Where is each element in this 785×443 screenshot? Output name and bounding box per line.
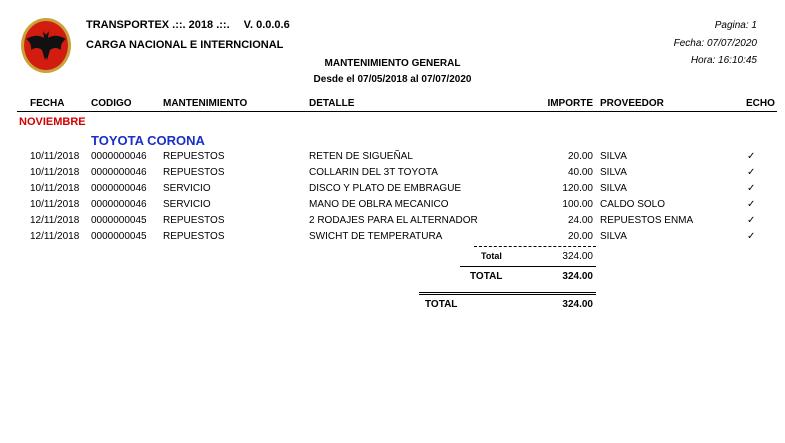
cell-fecha: 10/11/2018 (30, 183, 80, 194)
grand-total-value: 324.00 (562, 299, 593, 310)
month-total-label: TOTAL (470, 271, 503, 282)
col-importe: IMPORTE (547, 98, 593, 109)
cell-codigo: 0000000046 (91, 183, 147, 194)
col-codigo: CODIGO (91, 98, 132, 109)
group-total-divider (474, 246, 596, 248)
cell-mantenimiento: REPUESTOS (163, 167, 225, 178)
cell-proveedor: SILVA (600, 183, 627, 194)
cell-codigo: 0000000046 (91, 151, 147, 162)
check-icon: ✓ (747, 167, 756, 178)
cell-mantenimiento: REPUESTOS (163, 151, 225, 162)
month-header: NOVIEMBRE (19, 116, 86, 128)
group-total-value: 324.00 (562, 251, 593, 262)
check-icon: ✓ (747, 199, 756, 210)
report-date: Fecha: 07/07/2020 (673, 38, 757, 49)
report-time: Hora: 16:10:45 (690, 55, 757, 66)
grand-total-label: TOTAL (425, 299, 458, 310)
vehicle-group-header: TOYOTA CORONA (91, 133, 205, 148)
header-divider (17, 111, 777, 112)
cell-proveedor: SILVA (600, 151, 627, 162)
cell-detalle: MANO DE OBLRA MECANICO (309, 199, 449, 210)
month-total-value: 324.00 (562, 271, 593, 282)
cell-importe: 20.00 (567, 151, 593, 162)
cell-mantenimiento: REPUESTOS (163, 231, 225, 242)
cell-fecha: 10/11/2018 (30, 151, 80, 162)
cell-proveedor: SILVA (600, 231, 627, 242)
cell-importe: 100.00 (562, 199, 593, 210)
col-fecha: FECHA (30, 98, 65, 109)
cell-mantenimiento: SERVICIO (163, 199, 211, 210)
table-row (0, 167, 785, 183)
cell-importe: 20.00 (567, 231, 593, 242)
grand-total-divider-1 (419, 292, 596, 293)
cell-codigo: 0000000046 (91, 199, 147, 210)
col-mantenimiento: MANTENIMIENTO (163, 98, 248, 109)
col-echo: ECHO (746, 98, 775, 109)
cell-codigo: 0000000045 (91, 215, 147, 226)
check-icon: ✓ (747, 231, 756, 242)
col-detalle: DETALLE (309, 98, 355, 109)
grand-total-divider-2 (419, 294, 596, 295)
company-subtitle: CARGA NACIONAL E INTERNCIONAL (86, 39, 284, 51)
cell-detalle: COLLARIN DEL 3T TOYOTA (309, 167, 438, 178)
cell-codigo: 0000000045 (91, 231, 147, 242)
cell-fecha: 10/11/2018 (30, 199, 80, 210)
table-row (0, 199, 785, 215)
cell-proveedor: SILVA (600, 167, 627, 178)
cell-fecha: 12/11/2018 (30, 231, 80, 242)
cell-importe: 24.00 (567, 215, 593, 226)
cell-detalle: 2 RODAJES PARA EL ALTERNADOR (309, 215, 478, 226)
cell-proveedor: CALDO SOLO (600, 199, 666, 210)
group-total-label: Total (481, 251, 502, 261)
cell-detalle: DISCO Y PLATO DE EMBRAGUE (309, 183, 462, 194)
cell-importe: 40.00 (567, 167, 593, 178)
cell-detalle: SWICHT DE TEMPERATURA (309, 231, 443, 242)
report-title: MANTENIMIENTO GENERAL (324, 58, 461, 69)
cell-detalle: RETEN DE SIGUEÑAL (309, 151, 413, 162)
check-icon: ✓ (747, 183, 756, 194)
version-label: V. 0.0.0.6 (243, 19, 290, 31)
month-total-divider (460, 266, 596, 267)
company-name (86, 19, 290, 31)
cell-importe: 120.00 (562, 183, 593, 194)
cell-fecha: 12/11/2018 (30, 215, 80, 226)
cell-mantenimiento: REPUESTOS (163, 215, 225, 226)
company-title: TRANSPORTEX .::. 2018 .::. (86, 19, 230, 31)
table-row (0, 231, 785, 247)
check-icon: ✓ (747, 215, 756, 226)
table-row (0, 151, 785, 167)
report-period: Desde el 07/05/2018 al 07/07/2020 (313, 74, 472, 85)
col-proveedor: PROVEEDOR (600, 98, 664, 109)
page-number: Pagina: 1 (714, 20, 757, 31)
cell-fecha: 10/11/2018 (30, 167, 80, 178)
check-icon: ✓ (747, 151, 756, 162)
table-row (0, 215, 785, 231)
cell-mantenimiento: SERVICIO (163, 183, 211, 194)
table-row (0, 183, 785, 199)
cell-proveedor: REPUESTOS ENMA (600, 215, 694, 226)
cell-codigo: 0000000046 (91, 167, 147, 178)
